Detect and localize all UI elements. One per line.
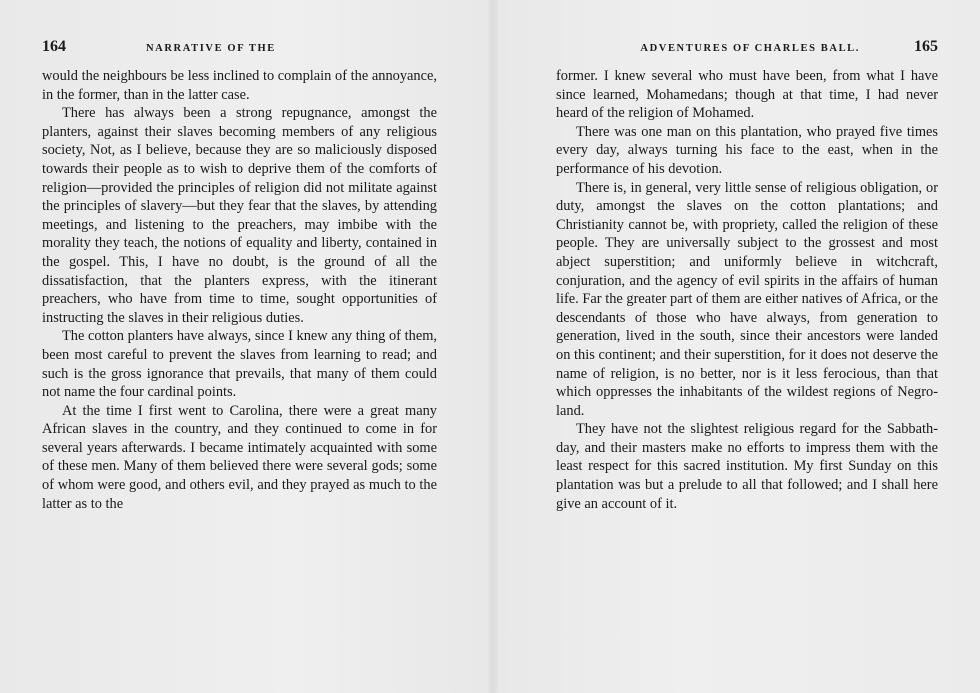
left-page-number: 164 [42,38,66,55]
right-paragraph-2: There was one man on this plantation, who prayed five times every day, always turning his face to the east, when in the performance of his devotion. [556,123,938,177]
book-gutter [487,0,499,693]
left-running-head: NARRATIVE OF THE [146,43,276,54]
left-paragraph-3: The cotton planters have always, since I knew any thing of them, been most careful to prevent the slaves from learning to read; and such is the gross ignorance that prevails, that many of them could not name the four cardinal points. [42,328,437,401]
left-paragraph-2: There has always been a strong repugnance, amongst the planters, against their slaves becoming members of any religious society, Not, as I believe, because they are so maliciously disposed towards their people as to wish to deprive them of the comforts of religion—provided the principles of religion did not militate against the principles of slavery—but they fear that the slaves, by attending meetings, and listening to the preachers, may imbibe with the morality they teach, the notions of equality and liberty, contained in the gospel. This, I have no doubt, is the ground of all the dissatisfaction, that the planters express, with the itinerant preachers, who have from time to time, sought opportunities of instructing the slaves in their religious duties. [42,105,437,326]
right-paragraph-4: They have not the slightest religious regard for the Sabbath-day, and their masters make no efforts to impress them with the least respect for this sacred institution. My first Sunday on this plantation was but a prelude to all that followed; and I shall here give an account of it. [556,421,938,512]
right-running-head: ADVENTURES OF CHARLES BALL. [640,43,860,54]
left-paragraph-4: At the time I first went to Carolina, there were a great many African slaves in the country, and they continued to come in for several years afterwards. I became intimately acquainted with some of these men. Many of them believed there were several gods; some of whom were good, and others evil, and they prayed as much to the latter as to the [42,402,437,512]
left-page-text [42,67,437,513]
right-paragraph-1: former. I knew several who must have been, from what I have since learned, Mohamedans; though at that time, I had never heard of the religion of Mohamed. [556,68,938,122]
right-page-text [556,67,938,513]
right-page-header [556,38,938,62]
right-page [556,0,938,693]
left-paragraph-1: would the neighbours be less inclined to complain of the annoyance, in the former, than in the latter case. [42,68,437,103]
right-paragraph-3: There is, in general, very little sense of religious obligation, or duty, amongst the slaves on the cotton plantations; and Christianity cannot be, with propriety, called the religion of these people. They are universally subject to the grossest and most abject superstition; and uniformly believe in witchcraft, conjuration, and the agency of evil spirits in the affairs of human life. Far the greater part of them are either natives of Africa, or the descendants of those who have always, from generation to generation, lived in the south, since their ancestors were landed on this continent; and their superstition, for it does not deserve the name of religion, is no better, nor is it less ferocious, than that which oppresses the inhabitants of the wildest regions of Negro-land. [556,179,938,419]
left-page-header [42,38,437,62]
left-page [42,0,437,693]
right-page-number: 165 [914,38,938,55]
